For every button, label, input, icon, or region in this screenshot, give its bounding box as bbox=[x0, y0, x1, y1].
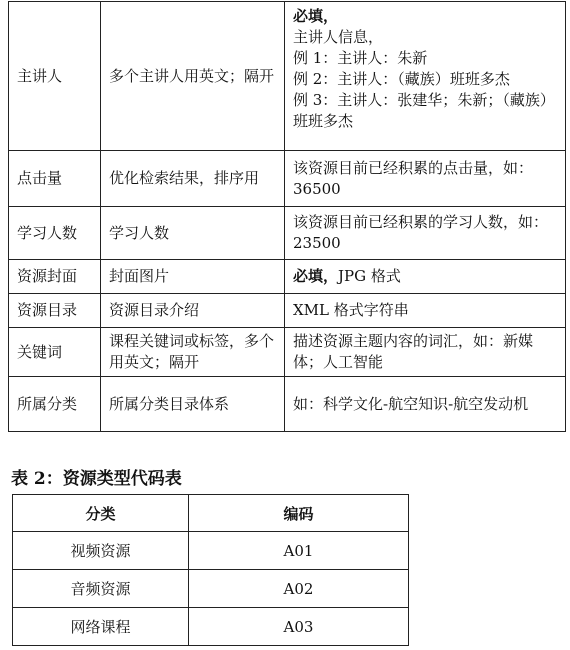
note-line: 例 2：主讲人：（藏族）班班多杰 bbox=[293, 70, 510, 88]
note-line: 描述资源主题内容的词汇，如：新媒体；人工智能 bbox=[293, 332, 534, 371]
field-name-cell: 点击量 bbox=[9, 151, 101, 207]
field-note-cell bbox=[285, 328, 566, 377]
table-row bbox=[9, 151, 566, 207]
field-desc-cell: 封面图片 bbox=[101, 260, 285, 294]
metadata-fields-table bbox=[8, 1, 566, 432]
field-name-cell: 主讲人 bbox=[9, 2, 101, 151]
category-cell: 网络课程 bbox=[13, 608, 189, 646]
field-note-cell bbox=[285, 377, 566, 432]
table-row bbox=[13, 570, 409, 608]
category-cell: 视频资源 bbox=[13, 532, 189, 570]
note-line: 主讲人信息， bbox=[293, 28, 384, 46]
table-row bbox=[9, 2, 566, 151]
table-header-row bbox=[13, 495, 409, 532]
table-row bbox=[13, 608, 409, 646]
field-desc-cell: 课程关键词或标签，多个用英文；隔开 bbox=[101, 328, 285, 377]
note-line: 如：科学文化-航空知识-航空发动机 bbox=[293, 394, 529, 413]
field-desc-cell: 多个主讲人用英文；隔开 bbox=[101, 2, 285, 151]
table-row bbox=[9, 328, 566, 377]
table-row bbox=[13, 532, 409, 570]
category-cell: 音频资源 bbox=[13, 570, 189, 608]
code-cell: A03 bbox=[189, 608, 409, 646]
field-note-cell bbox=[285, 260, 566, 294]
field-name-cell: 关键词 bbox=[9, 328, 101, 377]
note-line: JPG 格式 bbox=[338, 267, 401, 285]
required-label: 必填， bbox=[293, 267, 339, 285]
field-note-cell bbox=[285, 207, 566, 260]
code-cell: A01 bbox=[189, 532, 409, 570]
field-desc-cell: 所属分类目录体系 bbox=[101, 377, 285, 432]
field-note-cell bbox=[285, 151, 566, 207]
note-line: 例 1：主讲人：朱新 bbox=[293, 49, 428, 67]
note-line: 该资源目前已经积累的学习人数，如：23500 bbox=[293, 213, 549, 252]
note-line: XML 格式字符串 bbox=[293, 301, 409, 319]
code-cell: A02 bbox=[189, 570, 409, 608]
field-note-cell bbox=[285, 2, 566, 151]
field-note-cell bbox=[285, 294, 566, 328]
note-line: 该资源目前已经积累的点击量，如：36500 bbox=[293, 158, 534, 198]
field-name-cell: 学习人数 bbox=[9, 207, 101, 260]
field-desc-cell: 优化检索结果，排序用 bbox=[101, 151, 285, 207]
resource-type-code-table bbox=[12, 494, 409, 646]
table-row bbox=[9, 377, 566, 432]
table-row bbox=[9, 260, 566, 294]
field-desc-cell: 学习人数 bbox=[101, 207, 285, 260]
table-row bbox=[9, 207, 566, 260]
field-desc-cell: 资源目录介绍 bbox=[101, 294, 285, 328]
note-line: 例 3：主讲人：张建华；朱新；（藏族）班班多杰 bbox=[293, 91, 555, 130]
column-header-code: 编码 bbox=[189, 495, 409, 532]
column-header-category: 分类 bbox=[13, 495, 189, 532]
field-name-cell: 资源封面 bbox=[9, 260, 101, 294]
required-label: 必填， bbox=[293, 7, 339, 25]
field-name-cell: 资源目录 bbox=[9, 294, 101, 328]
field-name-cell: 所属分类 bbox=[9, 377, 101, 432]
table-row bbox=[9, 294, 566, 328]
table-caption: 表 2：资源类型代码表 bbox=[11, 469, 182, 489]
